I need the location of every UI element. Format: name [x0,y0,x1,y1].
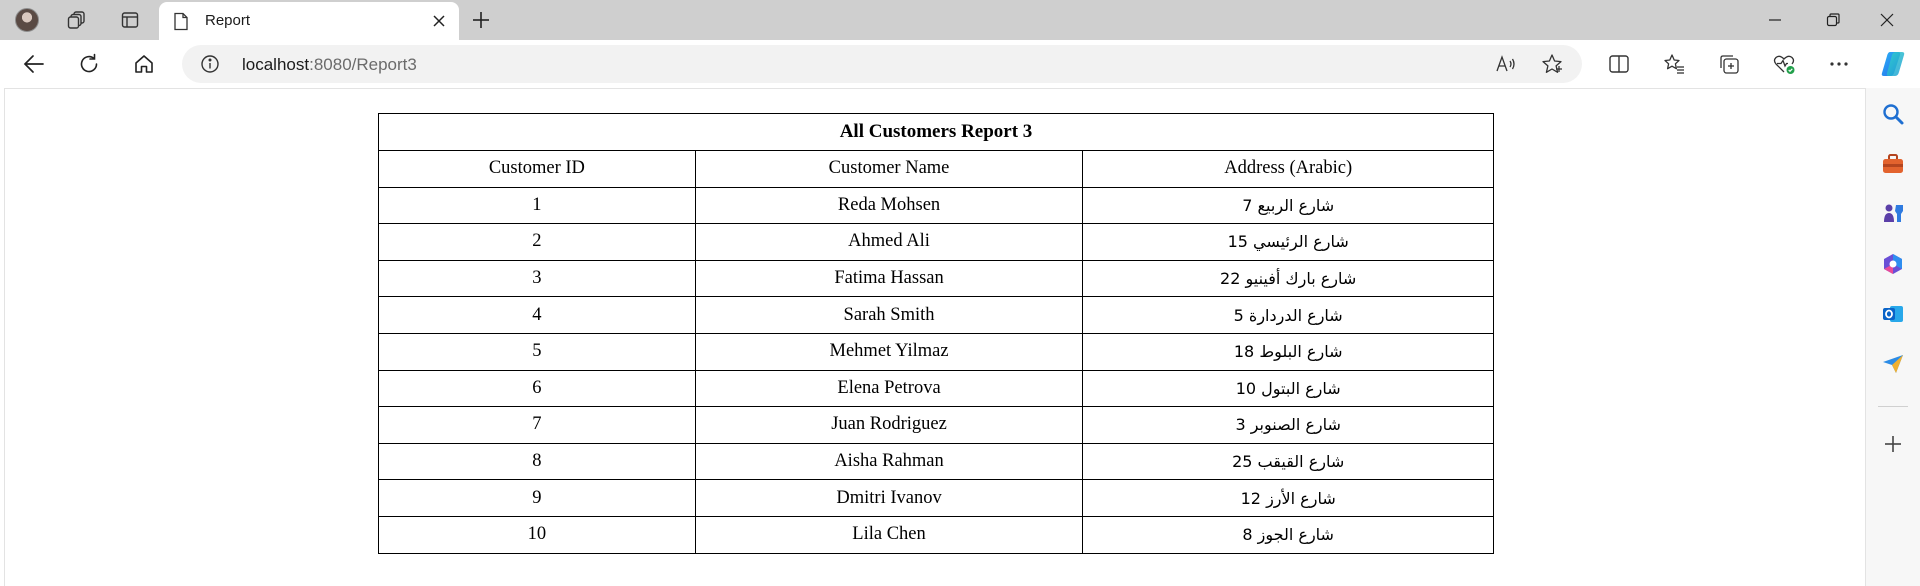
address-cell: شارع الأرز 12 [1083,480,1494,517]
address-cell: شارع الجوز 8 [1083,516,1494,553]
send-icon [1881,353,1905,375]
home-button[interactable] [126,47,162,81]
customer-id-cell: 8 [379,443,696,480]
profile-button[interactable] [12,6,42,34]
read-aloud-icon [1495,54,1517,74]
sidebar-item-microsoft365[interactable] [1879,250,1907,278]
customer-name-cell: Reda Mohsen [695,187,1083,224]
workspaces-icon [67,10,87,30]
tools-icon [1881,153,1905,175]
sidebar-item-search[interactable] [1879,100,1907,128]
favorite-button[interactable] [1540,53,1564,75]
customer-name-cell: Mehmet Yilmaz [695,333,1083,370]
column-header-customer-name: Customer Name [695,151,1083,188]
split-screen-icon [1608,54,1630,74]
customer-id-cell: 10 [379,516,696,553]
browser-essentials-button[interactable] [1766,47,1802,81]
profile-avatar-icon [15,8,39,32]
customer-id-cell: 3 [379,260,696,297]
table-row [379,224,1494,261]
add-icon [1883,434,1903,454]
microsoft365-icon [1881,252,1905,276]
address-cell: شارع البتول 10 [1083,370,1494,407]
column-header-address: Address (Arabic) [1083,151,1494,188]
customer-name-cell: Dmitri Ivanov [695,480,1083,517]
more-icon [1829,61,1849,67]
tab-strip [0,0,1920,40]
column-header-customer-id: Customer ID [379,151,696,188]
table-row [379,187,1494,224]
table-row [379,260,1494,297]
tab-actions-button[interactable] [114,6,146,34]
browser-essentials-icon [1772,53,1796,75]
customer-id-cell: 1 [379,187,696,224]
navigation-toolbar [0,40,1920,88]
collections-button[interactable] [1711,47,1747,81]
address-bar[interactable] [182,45,1582,83]
plus-icon [472,11,490,29]
window-close-button[interactable] [1864,0,1910,40]
sidebar-item-send[interactable] [1879,350,1907,378]
sidebar-divider [1878,406,1908,407]
url-text[interactable] [242,55,417,75]
customers-report-table [378,113,1494,554]
page-icon [173,12,189,31]
copilot-icon [1878,49,1908,79]
address-cell: شارع الرئيسي 15 [1083,224,1494,261]
restore-icon [1826,13,1840,27]
read-aloud-button[interactable] [1494,53,1518,75]
table-row [379,516,1494,553]
table-row [379,370,1494,407]
outlook-icon [1881,302,1905,326]
games-icon [1881,202,1905,226]
collections-icon [1718,53,1740,75]
close-icon [432,14,446,28]
sidebar-item-tools[interactable] [1879,150,1907,178]
customer-id-cell: 2 [379,224,696,261]
info-icon[interactable] [200,54,220,74]
refresh-button[interactable] [71,47,107,81]
customer-name-cell: Fatima Hassan [695,260,1083,297]
customer-id-cell: 7 [379,407,696,444]
sidebar-item-games[interactable] [1879,200,1907,228]
back-arrow-icon [23,54,45,74]
home-icon [133,53,155,75]
sidebar-item-outlook[interactable] [1879,300,1907,328]
minimize-icon [1768,13,1782,27]
minimize-button[interactable] [1752,0,1798,40]
customer-id-cell: 4 [379,297,696,334]
workspaces-button[interactable] [61,6,93,34]
star-icon [1541,53,1563,75]
address-cell: شارع الدردارة 5 [1083,297,1494,334]
restore-button[interactable] [1810,0,1856,40]
favorites-icon [1663,53,1685,75]
table-row [379,333,1494,370]
address-cell: شارع القيقب 25 [1083,443,1494,480]
copilot-button[interactable] [1874,45,1912,83]
tab-title: Report [205,12,251,29]
more-button[interactable] [1821,47,1857,81]
back-button[interactable] [16,47,52,81]
customer-name-cell: Lila Chen [695,516,1083,553]
refresh-icon [78,53,100,75]
table-row [379,443,1494,480]
customer-name-cell: Elena Petrova [695,370,1083,407]
report-title: All Customers Report 3 [379,114,1494,151]
search-icon [1881,102,1905,126]
address-cell: شارع بارك أفينيو 22 [1083,260,1494,297]
address-cell: شارع الربيع 7 [1083,187,1494,224]
split-screen-button[interactable] [1601,47,1637,81]
customer-id-cell: 6 [379,370,696,407]
tab-report[interactable] [159,2,459,40]
sidebar [1866,88,1920,586]
table-row [379,297,1494,334]
customer-id-cell: 9 [379,480,696,517]
customer-name-cell: Sarah Smith [695,297,1083,334]
tab-actions-icon [120,10,140,30]
url-path: :8080/Report3 [309,55,417,74]
tab-close-button[interactable] [427,9,451,33]
url-host: localhost [242,55,310,74]
new-tab-button[interactable] [466,6,496,34]
customer-name-cell: Juan Rodriguez [695,407,1083,444]
page-content [4,88,1866,586]
close-icon [1880,13,1894,27]
sidebar-item-add[interactable] [1879,430,1907,458]
customer-name-cell: Aisha Rahman [695,443,1083,480]
address-cell: شارع البلوط 18 [1083,333,1494,370]
address-cell: شارع الصنوبر 3 [1083,407,1494,444]
customer-id-cell: 5 [379,333,696,370]
customer-name-cell: Ahmed Ali [695,224,1083,261]
table-row [379,480,1494,517]
table-row [379,407,1494,444]
favorites-button[interactable] [1656,47,1692,81]
